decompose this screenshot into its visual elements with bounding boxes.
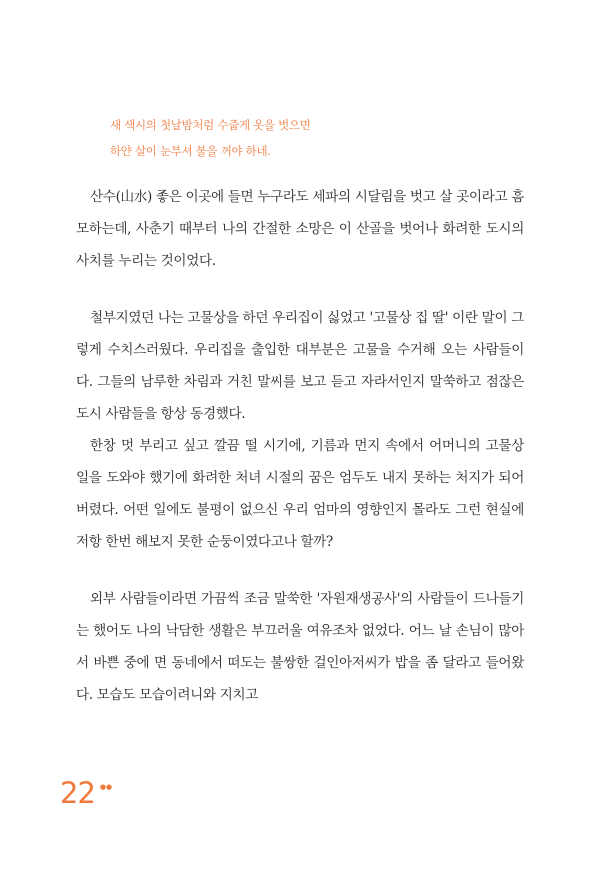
paragraph: 한창 멋 부리고 싶고 깔끔 떨 시기에, 기름과 먼지 속에서 어머니의 고물상 일을 도와야 했기에 화려한 처녀 시절의 꿈은 엄두도 내지 못하는 처지가 되어버렸다. 어떤 일에도 불평이 없으신 우리 엄마의 영향인지 몰라도 그런 현실에 저항 한번 해보지 못한 순둥이였다고나 할까? — [76, 438, 524, 550]
page-number: 22 — [60, 776, 95, 810]
paragraph: 외부 사람들이라면 가끔씩 조금 말쑥한 '자원재생공사'의 사람들이 드나들기는 했어도 나의 낙담한 생활은 부끄러울 여유조차 없었다. 어느 날 손님이 많아서 바쁜 중에 면 동네에서 떠도는 불쌍한 걸인아저씨가 밥을 좀 달라고 들어왔다. 모습도 모습이려니와 지치고 — [76, 591, 524, 703]
paragraph: 산수(山水) 좋은 이곳에 들면 누구라도 세파의 시달림을 벗고 살 곳이라고 흠모하는데, 사춘기 때부터 나의 간절한 소망은 이 산골을 벗어나 화려한 도시의 사치를 누리는 것이었다. — [76, 189, 524, 269]
paragraph: 철부지였던 나는 고물상을 하던 우리집이 싫었고 '고물상 집 딸' 이란 말이 그렇게 수치스러웠다. 우리집을 출입한 대부분은 고물을 수거해 오는 사람들이다. 그들의 남루한 차림과 거친 말씨를 보고 듣고 자라서인지 말쑥하고 점잖은 도시 사람들을 항상 동경했다. — [76, 310, 524, 422]
epigraph-line: 하얀 살이 눈부셔 불을 꺼야 하네. — [110, 144, 271, 158]
body-text — [76, 181, 524, 711]
epigraph — [110, 112, 530, 164]
epigraph-line: 새 색시의 첫날밤처럼 수줍게 옷을 벗으면 — [110, 118, 311, 132]
folio-mark: ●● — [99, 783, 113, 791]
folio — [60, 778, 112, 808]
